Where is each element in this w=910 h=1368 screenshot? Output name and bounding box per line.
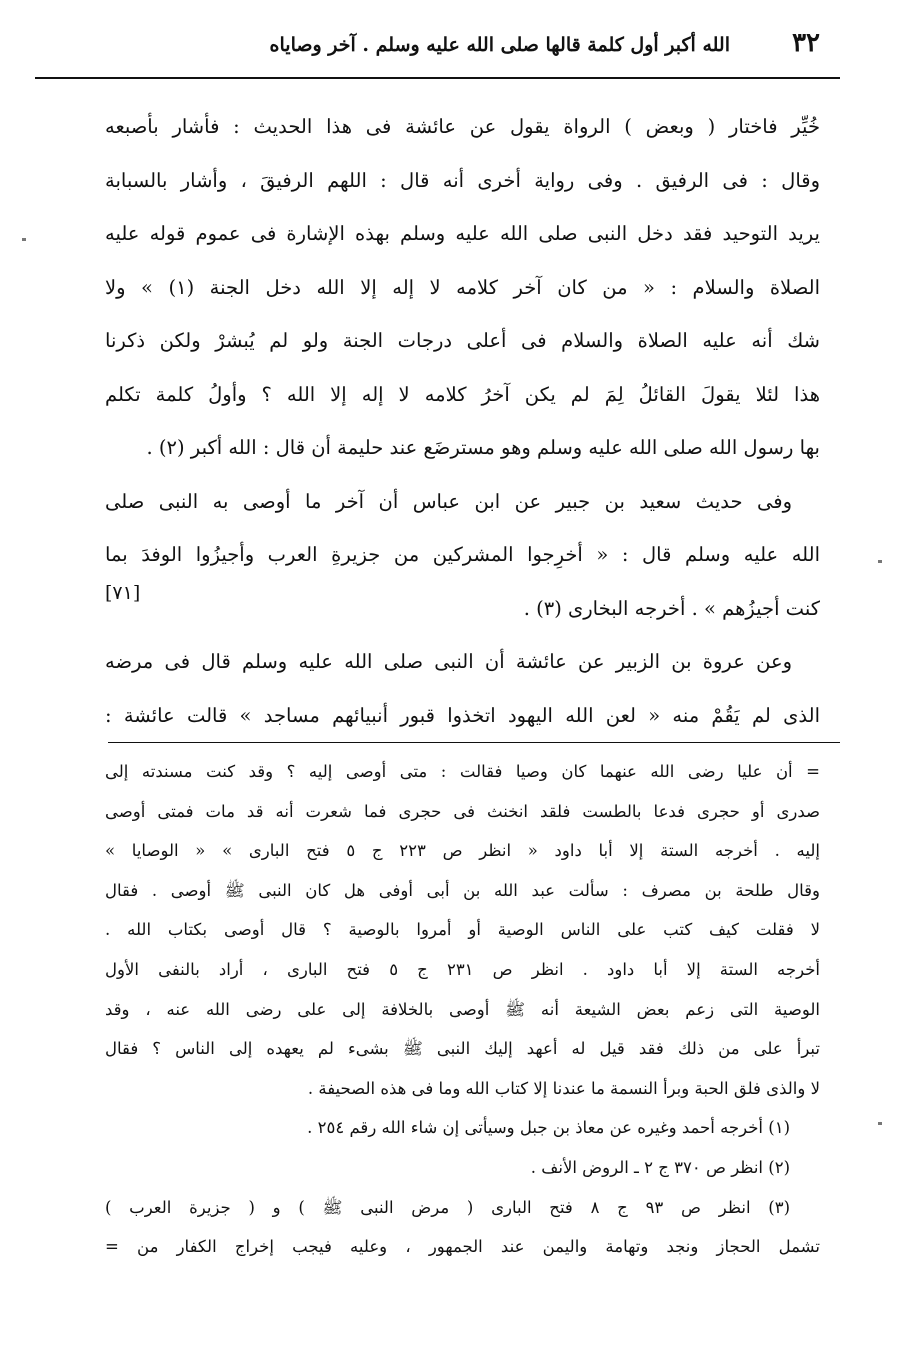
running-title: الله أكبر أول كلمة قالها صلى الله عليه وسلم . آخر وصاياه	[269, 34, 730, 56]
margin-mark	[878, 1122, 882, 1125]
footnote-rule	[108, 742, 840, 743]
main-line: وفى حديث سعيد بن جبير عن ابن عباس أن آخر ما أوصى به النبى صلى	[105, 489, 792, 513]
main-line-with-marginal	[105, 582, 820, 636]
footnote-line: صدرى أو حجرى فدعا بالطست فلقد انخنث فى حجرى فما شعرت أنه قد مات فمتى أوصى	[105, 801, 820, 821]
marginal-reference: [٧١]	[105, 581, 141, 604]
footnote-1: (١) أخرجه أحمد وغيره عن معاذ بن جبل وسيأتى إن شاء الله رقم ٢٥٤ .	[307, 1118, 790, 1138]
margin-mark	[878, 560, 882, 563]
footnotes	[105, 752, 820, 1267]
main-line: يريد التوحيد فقد دخل النبى صلى الله عليه وسلم بهذه الإشارة فى عموم قوله عليه	[105, 222, 820, 245]
footnote-2: (٢) انظر ص ٣٧٠ ج ٢ ـ الروض الأنف .	[530, 1157, 790, 1177]
footnote-3: (٣) انظر ص ٩٣ ج ٨ فتح البارى ( مرض النبى ﷺ ) و ( جزيرة العرب )	[105, 1197, 791, 1217]
header-rule	[35, 77, 840, 79]
page-header	[100, 28, 820, 70]
main-line: خُيِّر فاختار ( وبعض ) الرواة يقول عن عائشة فى هذا الحديث : فأشار بأصبعه	[105, 115, 820, 138]
main-line: كنت أجيزُهم » . أخرجه البخارى (٣) .	[523, 596, 820, 620]
main-text	[105, 100, 820, 742]
main-line: بها رسول الله صلى الله عليه وسلم وهو مسترضَع عند حليمة أن قال : الله أكبر (٢) .	[146, 436, 820, 459]
footnote-line: = أن عليا رضى الله عنهما كان وصيا فقالت : متى أوصى إليه ؟ وقد كنت مسندته إلى	[105, 762, 820, 781]
main-line: الله عليه وسلم قال : « أخرِجوا المشركين من جزيرةِ العرب وأجيزُوا الوفدَ بما	[105, 543, 820, 566]
footnote-line: تبرأ على من ذلك فقد قيل له أعهد إليك النبى ﷺ بشىء لم يعهده إلى الناس ؟ فقال	[105, 1039, 820, 1059]
main-line: الصلاة والسلام : « من كان آخر كلامه لا إله إلا الله دخل الجنة (١) » ولا	[105, 275, 820, 299]
footnote-line: الوصية التى زعم بعض الشيعة أنه ﷺ أوصى بالخلافة إلى على رضى الله عنه ، وقد	[105, 999, 820, 1019]
footnote-line: إليه . أخرجه الستة إلا أبا داود « انظر ص ٢٢٣ ج ٥ فتح البارى » « الوصايا »	[105, 841, 820, 861]
page-number: ٣٢	[792, 28, 820, 58]
main-line: وقال : فى الرفيق . وفى رواية أخرى أنه قال : اللهم الرفيقَ ، وأشار بالسبابة	[105, 168, 820, 192]
main-line: هذا لئلا يقولَ القائلُ لِمَ لم يكن آخرُ كلامه لا إله إلا الله ؟ وأولُ كلمة تكلم	[105, 382, 820, 406]
main-line: الذى لم يَقُمْ منه « لعن الله اليهود اتخذوا قبور أنبيائهم مساجد » قالت عائشة :	[105, 703, 820, 727]
main-line: وعن عروة بن الزبير عن عائشة أن النبى صلى الله عليه وسلم قال فى مرضه	[105, 650, 792, 673]
footnote-line: لا فقلت كيف كتب على الناس الوصية أو أمروا بالوصية ؟ قال أوصى بكتاب الله .	[105, 920, 820, 940]
main-line: شك أنه عليه الصلاة والسلام فى أعلى درجات الجنة ولو لم يُبشرْ ولكن ذكرنا	[105, 329, 820, 352]
margin-mark	[22, 238, 26, 241]
footnote-line: تشمل الحجاز ونجد وتهامة واليمن عند الجمهور ، وعليه فيجب إخراج الكفار من =	[105, 1237, 820, 1257]
footnote-line: وقال طلحة بن مصرف : سألت عبد الله بن أبى أوفى هل كان النبى ﷺ أوصى . فقال	[105, 880, 820, 900]
footnote-line: أخرجه الستة إلا أبا داود . انظر ص ٢٣١ ج ٥ فتح البارى ، أراد بالنفى الأول	[105, 959, 820, 979]
footnote-line: لا والذى فلق الحبة وبرأ النسمة ما عندنا إلا كتاب الله وما فى هذه الصحيفة .	[307, 1078, 820, 1098]
